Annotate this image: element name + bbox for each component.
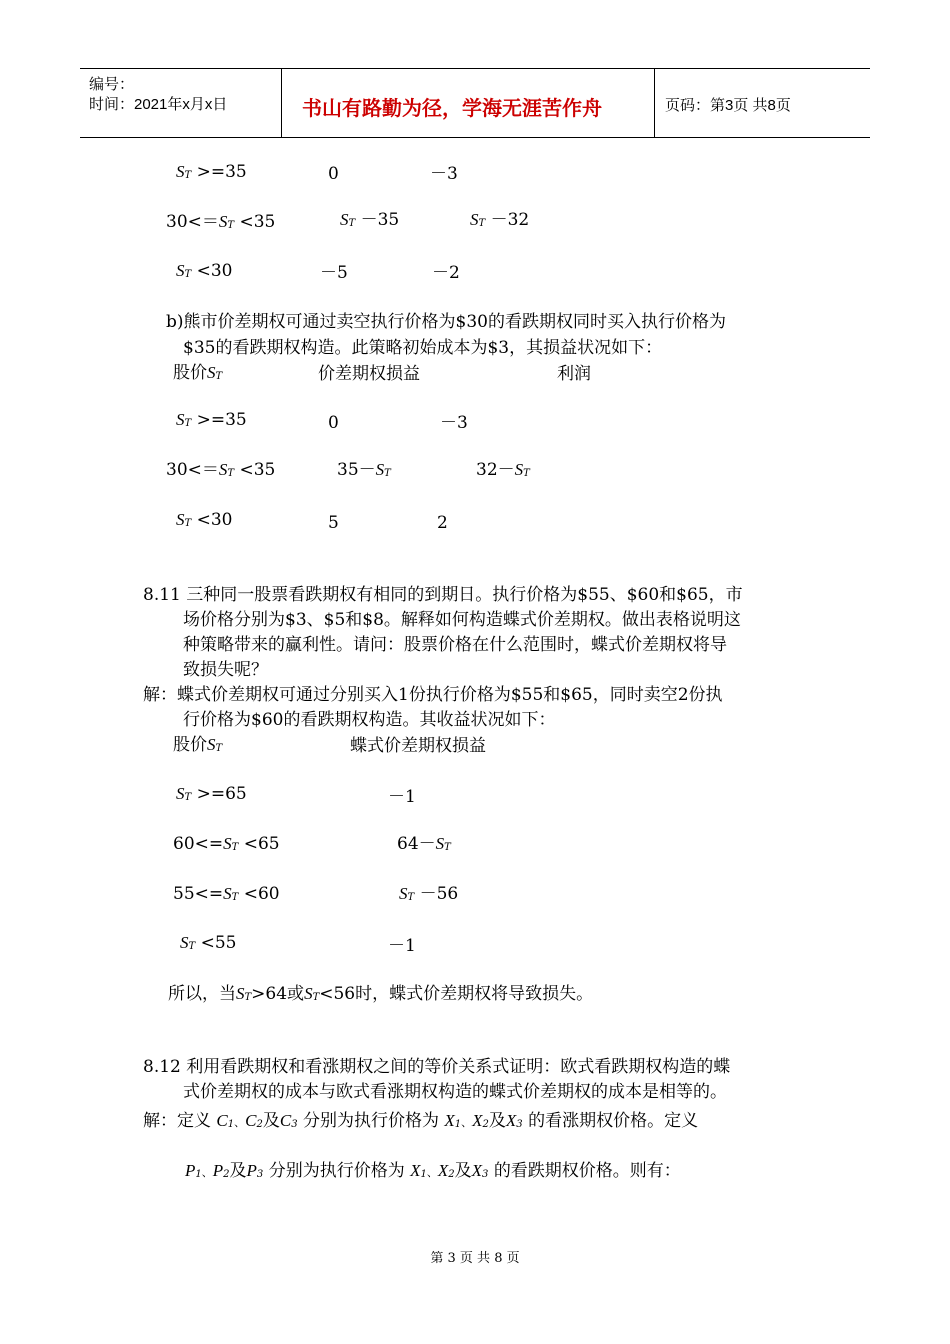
table-a-cell: －2 xyxy=(432,263,460,283)
table-c-cell: －1 xyxy=(388,787,416,807)
table-c-cell: $64-S^T$ xyxy=(397,834,451,854)
table-b-cell: 2 xyxy=(437,513,448,533)
table-b-row-2: $30<=S^T <35$ xyxy=(166,460,276,480)
q811-conclusion: 所以，当$S^T>64$或$S^T<56$时，蝶式价差期权将导致损失。 xyxy=(168,984,594,1004)
header-table xyxy=(80,68,870,138)
q811-line3: 种策略带来的赢利性。请问：股票价格在什么范围时，蝶式价差期权将导 xyxy=(183,635,727,655)
table-b-cell: 5 xyxy=(328,513,339,533)
doc-number-label: 编号： xyxy=(89,76,135,93)
q811-answer-line2: 行价格为$60的看跌期权构造。其收益状况如下： xyxy=(183,710,556,730)
page-info: 页码：第3页 共8页 xyxy=(665,97,791,114)
table-a-cell: －5 xyxy=(320,263,348,283)
table-b-cell: 0 xyxy=(328,413,339,433)
header-divider xyxy=(654,69,655,137)
table-c-row-3: $55<=S^T <60$ xyxy=(173,884,280,904)
q811-line1: 8.11 三种同一股票看跌期权有相同的到期日。执行价格为$55、$60和$65，市 xyxy=(143,585,743,605)
table-b-header-payoff: 价差期权损益 xyxy=(318,364,420,384)
page-footer: 第 3 页 共 8 页 xyxy=(430,1251,520,1266)
doc-date-label: 时间：2021年x月x日 xyxy=(89,96,228,113)
header-divider xyxy=(281,69,282,137)
table-b-cell: $35-S^T$ xyxy=(337,460,391,480)
table-c-row-1: $S^T >=65$ xyxy=(176,784,247,804)
paragraph-b-line2: $35的看跌期权构造。此策略初始成本为$3，其损益状况如下： xyxy=(183,338,663,358)
table-c-cell: $S^T -56$ xyxy=(399,884,459,904)
table-c-header-stock: 股价$S^T$ xyxy=(173,735,223,755)
table-b-cell: $32-S^T$ xyxy=(476,460,530,480)
q812-answer-line1: 解：定义 $C^1$、$C^2$及$C^3$ 分别为执行价格为 $X^1$、$X^2$及$X^3$ 的看涨期权价格。定义 xyxy=(143,1111,699,1131)
table-a-row-3: $S^T <30$ xyxy=(176,261,233,281)
q812-line1: 8.12 利用看跌期权和看涨期权之间的等价关系式证明：欧式看跌期权构造的蝶 xyxy=(143,1057,731,1077)
header-motto: 书山有路勤为径，学海无涯苦作舟 xyxy=(302,96,602,120)
table-c-header-payoff: 蝶式价差期权损益 xyxy=(350,736,486,756)
table-b-header-profit: 利润 xyxy=(557,364,591,384)
table-c-row-2: $60<=S^T <65$ xyxy=(173,834,280,854)
table-c-cell: －1 xyxy=(388,936,416,956)
table-b-header-stock: 股价$S^T$ xyxy=(173,363,223,383)
table-a-cell: －3 xyxy=(430,164,458,184)
paragraph-b-line1: b)熊市价差期权可通过卖空执行价格为$30的看跌期权同时买入执行价格为 xyxy=(166,312,726,332)
table-b-row-1: $S^T >=35$ xyxy=(176,410,247,430)
table-a-cell: $S^T -35$ xyxy=(340,210,400,230)
table-a-cell: $S^T -32$ xyxy=(470,210,530,230)
q811-answer-line1: 解：蝶式价差期权可通过分别买入1份执行价格为$55和$65，同时卖空2份执 xyxy=(143,685,723,705)
q811-line4: 致损失呢？ xyxy=(183,660,268,680)
q812-answer-line2: $P^1$、$P^2$及$P^3$ 分别为执行价格为 $X^1$、$X^2$及$X^3$ 的看跌期权价格。则有： xyxy=(185,1161,681,1181)
table-b-cell: －3 xyxy=(440,413,468,433)
table-b-row-3: $S^T <30$ xyxy=(176,510,233,530)
table-a-row-1: $S^T >=35$ xyxy=(176,162,247,182)
table-a-row-2: $30<=S^T <35$ xyxy=(166,212,276,232)
q812-line2: 式价差期权的成本与欧式看涨期权构造的蝶式价差期权的成本是相等的。 xyxy=(183,1082,727,1102)
table-c-row-4: $S^T <55$ xyxy=(180,933,237,953)
table-a-cell: 0 xyxy=(328,164,339,184)
q811-line2: 场价格分别为$3、$5和$8。解释如何构造蝶式价差期权。做出表格说明这 xyxy=(183,610,741,630)
